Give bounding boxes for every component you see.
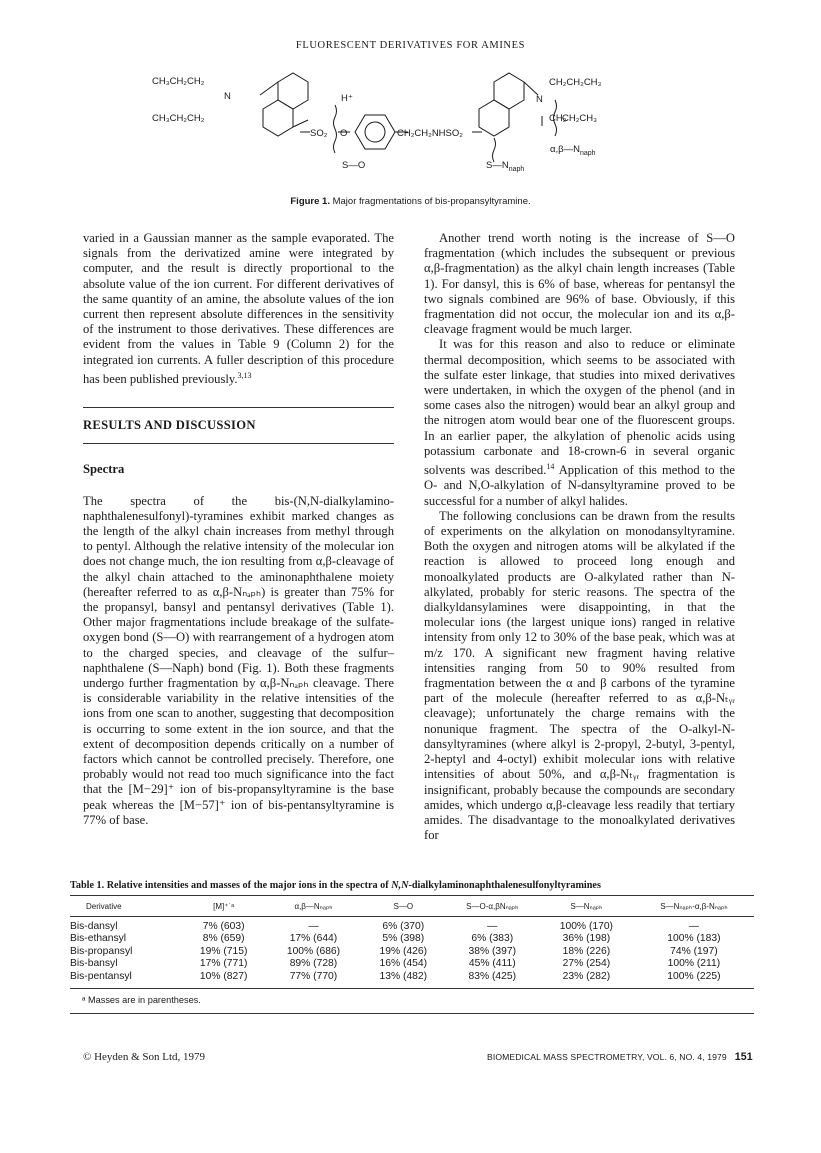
table-cell: 100% (183) [667, 933, 721, 945]
table-cell: 100% (225) [667, 970, 721, 982]
right-chain-bottom-tail: CH₂CH₃ [562, 113, 597, 124]
table-cell: 6% (370) [382, 920, 425, 932]
section-rule-bottom [83, 443, 394, 444]
right-chain-top: CH₂CH₂CH₃ [549, 77, 602, 88]
table-title-italic: N,N [391, 880, 409, 891]
table-title-prefix: Table 1. Relative intensities and masses of the major ions in the spectra of [70, 880, 392, 891]
table-row [70, 921, 754, 934]
col-s-nnaph-alpha-beta: S—Nₙₐₚₕ-α,β-Nₙₐₚₕ [660, 902, 728, 911]
h-plus-label: H⁺ [341, 93, 353, 104]
figure-caption-text: Major fragmentations of bis-propansyltyramine. [332, 196, 531, 207]
table-cell: 89% (728) [289, 958, 338, 970]
table-cell: 7% (603) [202, 920, 245, 932]
right-para-2-ref: 14 [546, 462, 555, 472]
left-column [83, 231, 394, 828]
table-cell: 17% (644) [289, 933, 338, 945]
table-cell: Bis-ethansyl [70, 933, 127, 945]
table-cell: 10% (827) [199, 970, 248, 982]
left-n-label: N [224, 91, 231, 102]
section-heading: RESULTS AND DISCUSSION [83, 418, 256, 433]
alpha-beta-sub: naph [579, 150, 596, 157]
alpha-beta-main: α,β—N [550, 144, 580, 155]
phenyl-ring [355, 115, 395, 149]
table-cell: — [308, 920, 319, 932]
o-link-label: O [340, 128, 348, 139]
table-cell: 83% (425) [468, 970, 517, 982]
table-cell: 74% (197) [670, 945, 718, 957]
table-1 [70, 880, 754, 1014]
table-cell: Bis-dansyl [70, 920, 118, 932]
table-title-suffix: -dialkylaminonaphthalenesulfonyltyramines [408, 880, 601, 891]
s-o-bottom-label: S—O [342, 160, 366, 171]
table-cell: 13% (482) [379, 970, 428, 982]
left-naph-ring-1 [278, 73, 308, 109]
right-para-2-text: It was for this reason and also to reduce or eliminate thermal decomposition, which seems to be associated with the sulfate ester linkage, that studies into mixed derivatives were undertaken, in which the oxygen of the phenol (and in some cases also the nitrogen) would bear an alkyl group and the nitrogen atom would bear one of the fluorescent groups. In an earlier paper, the alkylation of phenolic acids using potassium carbonate and 18-crown-6 in several organic solvents was described. [424, 337, 735, 478]
table-cell: 8% (659) [202, 933, 245, 945]
chemical-structure-figure [150, 60, 710, 195]
table-cell: 45% (411) [468, 958, 516, 970]
col-s-nnaph: S—Nₙₐₚₕ [570, 902, 603, 911]
right-chain-bottom: CH₂ [549, 113, 567, 124]
left-para-1 [83, 231, 394, 387]
left-para-2: The spectra of the bis-(N,N-dialkylamino-naphthalenesulfonyl)-tyramines exhibit marked changes as the length of the alkyl chain increases from methyl through to pentyl. Although the relative intensity of the molecular ion does not change much, the ion resulting from α,β-cleavage of the alkyl chain attached to the aminonaphthalene moiety (hereafter referred to as α,β-Nₙₐₚₕ) is greater than 75% for the propansyl, bansyl and pentansyl derivatives (Table 1). Other major fragmentations include breakage of the sulfate-oxygen bond (S—O) with rearrangement of a hydrogen atom to the charged species, and cleavage of the sulfur–naphthalene (S—Naph) bond (Fig. 1). Both these fragments undergo further fragmentation by α,β-Nₙₐₚₕ cleavage. There is considerable variability in the relative intensities of the ions from one scan to another, suggesting that decomposition is occurring to some extent in the ion source, and that the extent of decomposition depends critically on a number of factors which cannot be controlled precisely. Therefore, one probably would not read too much significance into the fact that the [M−29]⁺ ion of bis-propansyltyramine is the base peak whereas the [M−57]⁺ ion of bis-pentansyltyramine is 77% of base. [83, 493, 394, 827]
table-cell: 38% (397) [468, 945, 517, 957]
right-column [424, 231, 735, 843]
table-cell: 23% (282) [562, 970, 611, 982]
right-para-3: The following conclusions can be drawn from the results of experiments on the alkylation on monodansyltyramine. Both the oxygen and nitrogen atoms will be alkylated if the reaction is allowed to proceed long enough and monoalkylated products are O-alkylated rather than N-alkylated, probably for steric reasons. The spectra of the dialkyldansylamines were disappointing, in that the molecular ions (the largest unique ions) ranged in relative intensity from only 12 to 30% of the base peak, which was at m/z 170. A significant new fragment having relative intensities ranging from 50 to 90% resulted from fragmentation between the α and β carbons of the tyramine part of the molecule (hereafter referred to as α,β-Nₜᵧᵣ cleavage); unfortunately the charge remains with the nonunique fragment. The spectra of the O-alkyl-N-dansyltyramines (where alkyl is 2-propyl, 2-butyl, 3-pentyl, 2-heptyl and 4-octyl) exhibit molecular ions with relative intensities of about 50%, and α,β-Nₜᵧᵣ fragmentation is insignificant, probably because the compounds are secondary amides, which undergo α,β-cleavage less readily that tertiary amides. The disadvantage to the monoalkylated derivatives for [424, 508, 735, 843]
right-para-1: Another trend worth noting is the increase of S—O fragmentation (which includes the subsequent or previous α,β-fragmentation) as the alkyl chain length increases (Table 1). For dansyl, this is 6% of base, whereas for pentansyl the two signals combined are 96% of base. Obviously, if this fragmentation did not occur, the molecular ion and its α,β-cleavage fragment would be much larger. [424, 231, 735, 337]
structure-svg [150, 60, 710, 195]
figure-caption [0, 196, 821, 207]
left-naph-ring-2 [263, 100, 293, 136]
table-cell: Bis-propansyl [70, 945, 133, 957]
middle-chain-label: CH₂CH₂NHSO₂ [397, 128, 463, 139]
col-derivative: Derivative [86, 902, 122, 911]
table-cell: 5% (398) [382, 933, 425, 945]
left-para-1-ref: 3,13 [237, 370, 252, 380]
table-cell: — [688, 920, 700, 932]
right-para-2 [424, 337, 735, 508]
table-cell: 16% (454) [379, 958, 428, 970]
right-naph-ring-1 [494, 73, 524, 109]
table-cell: 27% (254) [562, 958, 611, 970]
table-footnote: ᵃ Masses are in parentheses. [70, 989, 754, 1014]
table-row [70, 958, 754, 971]
table-cell: 100% (170) [559, 920, 613, 932]
right-n-label: N [536, 94, 543, 105]
data-table [70, 896, 754, 983]
col-alpha-beta-nnaph: α,β—Nₙₐₚₕ [294, 902, 333, 911]
table-cell: 6% (383) [471, 933, 514, 945]
table-cell: 19% (426) [379, 945, 428, 957]
left-chain-top: CH₃CH₂CH₂ [152, 76, 205, 87]
table-title [70, 880, 754, 891]
left-para-1-text: varied in a Gaussian manner as the sample evaporated. The signals from the derivatized amine were integrated by computer, and the result is directly proportional to the absolute value of the ion current. For different derivatives of the same quantity of an amine, the absolute values of the ion current then represent absolute differences in the sensitivity of the instrument to those derivatives. These differences are evident from the values in Table 9 (Column 2) for the integrated ion currents. A fuller description of this procedure has been published previously. [83, 231, 394, 387]
table-cell: 100% (211) [667, 958, 721, 970]
table-header-row [70, 896, 754, 917]
table-cell: 100% (686) [286, 945, 341, 957]
table-cell: 19% (715) [199, 945, 248, 957]
running-head: FLUORESCENT DERIVATIVES FOR AMINES [295, 40, 526, 51]
table-cell: 17% (771) [199, 958, 248, 970]
table-cell: Bis-bansyl [70, 958, 118, 970]
s-nnaph-sub: naph [508, 166, 525, 173]
table-cell: 77% (770) [289, 970, 338, 982]
right-naph-ring-2 [479, 100, 509, 136]
col-s-o: S—O [393, 902, 414, 911]
table-cell: — [487, 920, 498, 932]
table-row [70, 971, 754, 984]
left-chain-bottom: CH₃CH₂CH₂ [152, 113, 205, 124]
page-number: 151 [734, 1051, 753, 1063]
so2-label: SO₂ [310, 128, 328, 139]
table-cell: 36% (198) [562, 933, 611, 945]
table-cell: Bis-pentansyl [70, 970, 132, 982]
right-para-2-cont: Application of this method to the O- and N,O-alkylation of N-dansyltyramine proved to be successful for a number of alkyl halides. [424, 463, 735, 508]
footer-journal [487, 1051, 753, 1063]
table-row [70, 933, 754, 946]
footer-copyright: © Heyden & Son Ltd, 1979 [83, 1051, 206, 1063]
alpha-beta-label [550, 144, 596, 157]
figure-caption-label: Figure 1. [290, 196, 330, 207]
table-cell: 18% (226) [562, 945, 611, 957]
footer-journal-text: BIOMEDICAL MASS SPECTROMETRY, VOL. 6, NO. 4, 1979 [487, 1052, 727, 1062]
table-row [70, 946, 754, 959]
col-molecular-ion: [M]⁺˙ᵃ [213, 902, 235, 911]
col-s-o-alpha-beta: S—O-α,βNₙₐₚₕ [466, 902, 519, 911]
s-nnaph-label [486, 160, 524, 173]
subheading: Spectra [83, 462, 125, 477]
section-rule-top [83, 407, 394, 408]
s-nnaph-main: S—N [486, 160, 509, 171]
